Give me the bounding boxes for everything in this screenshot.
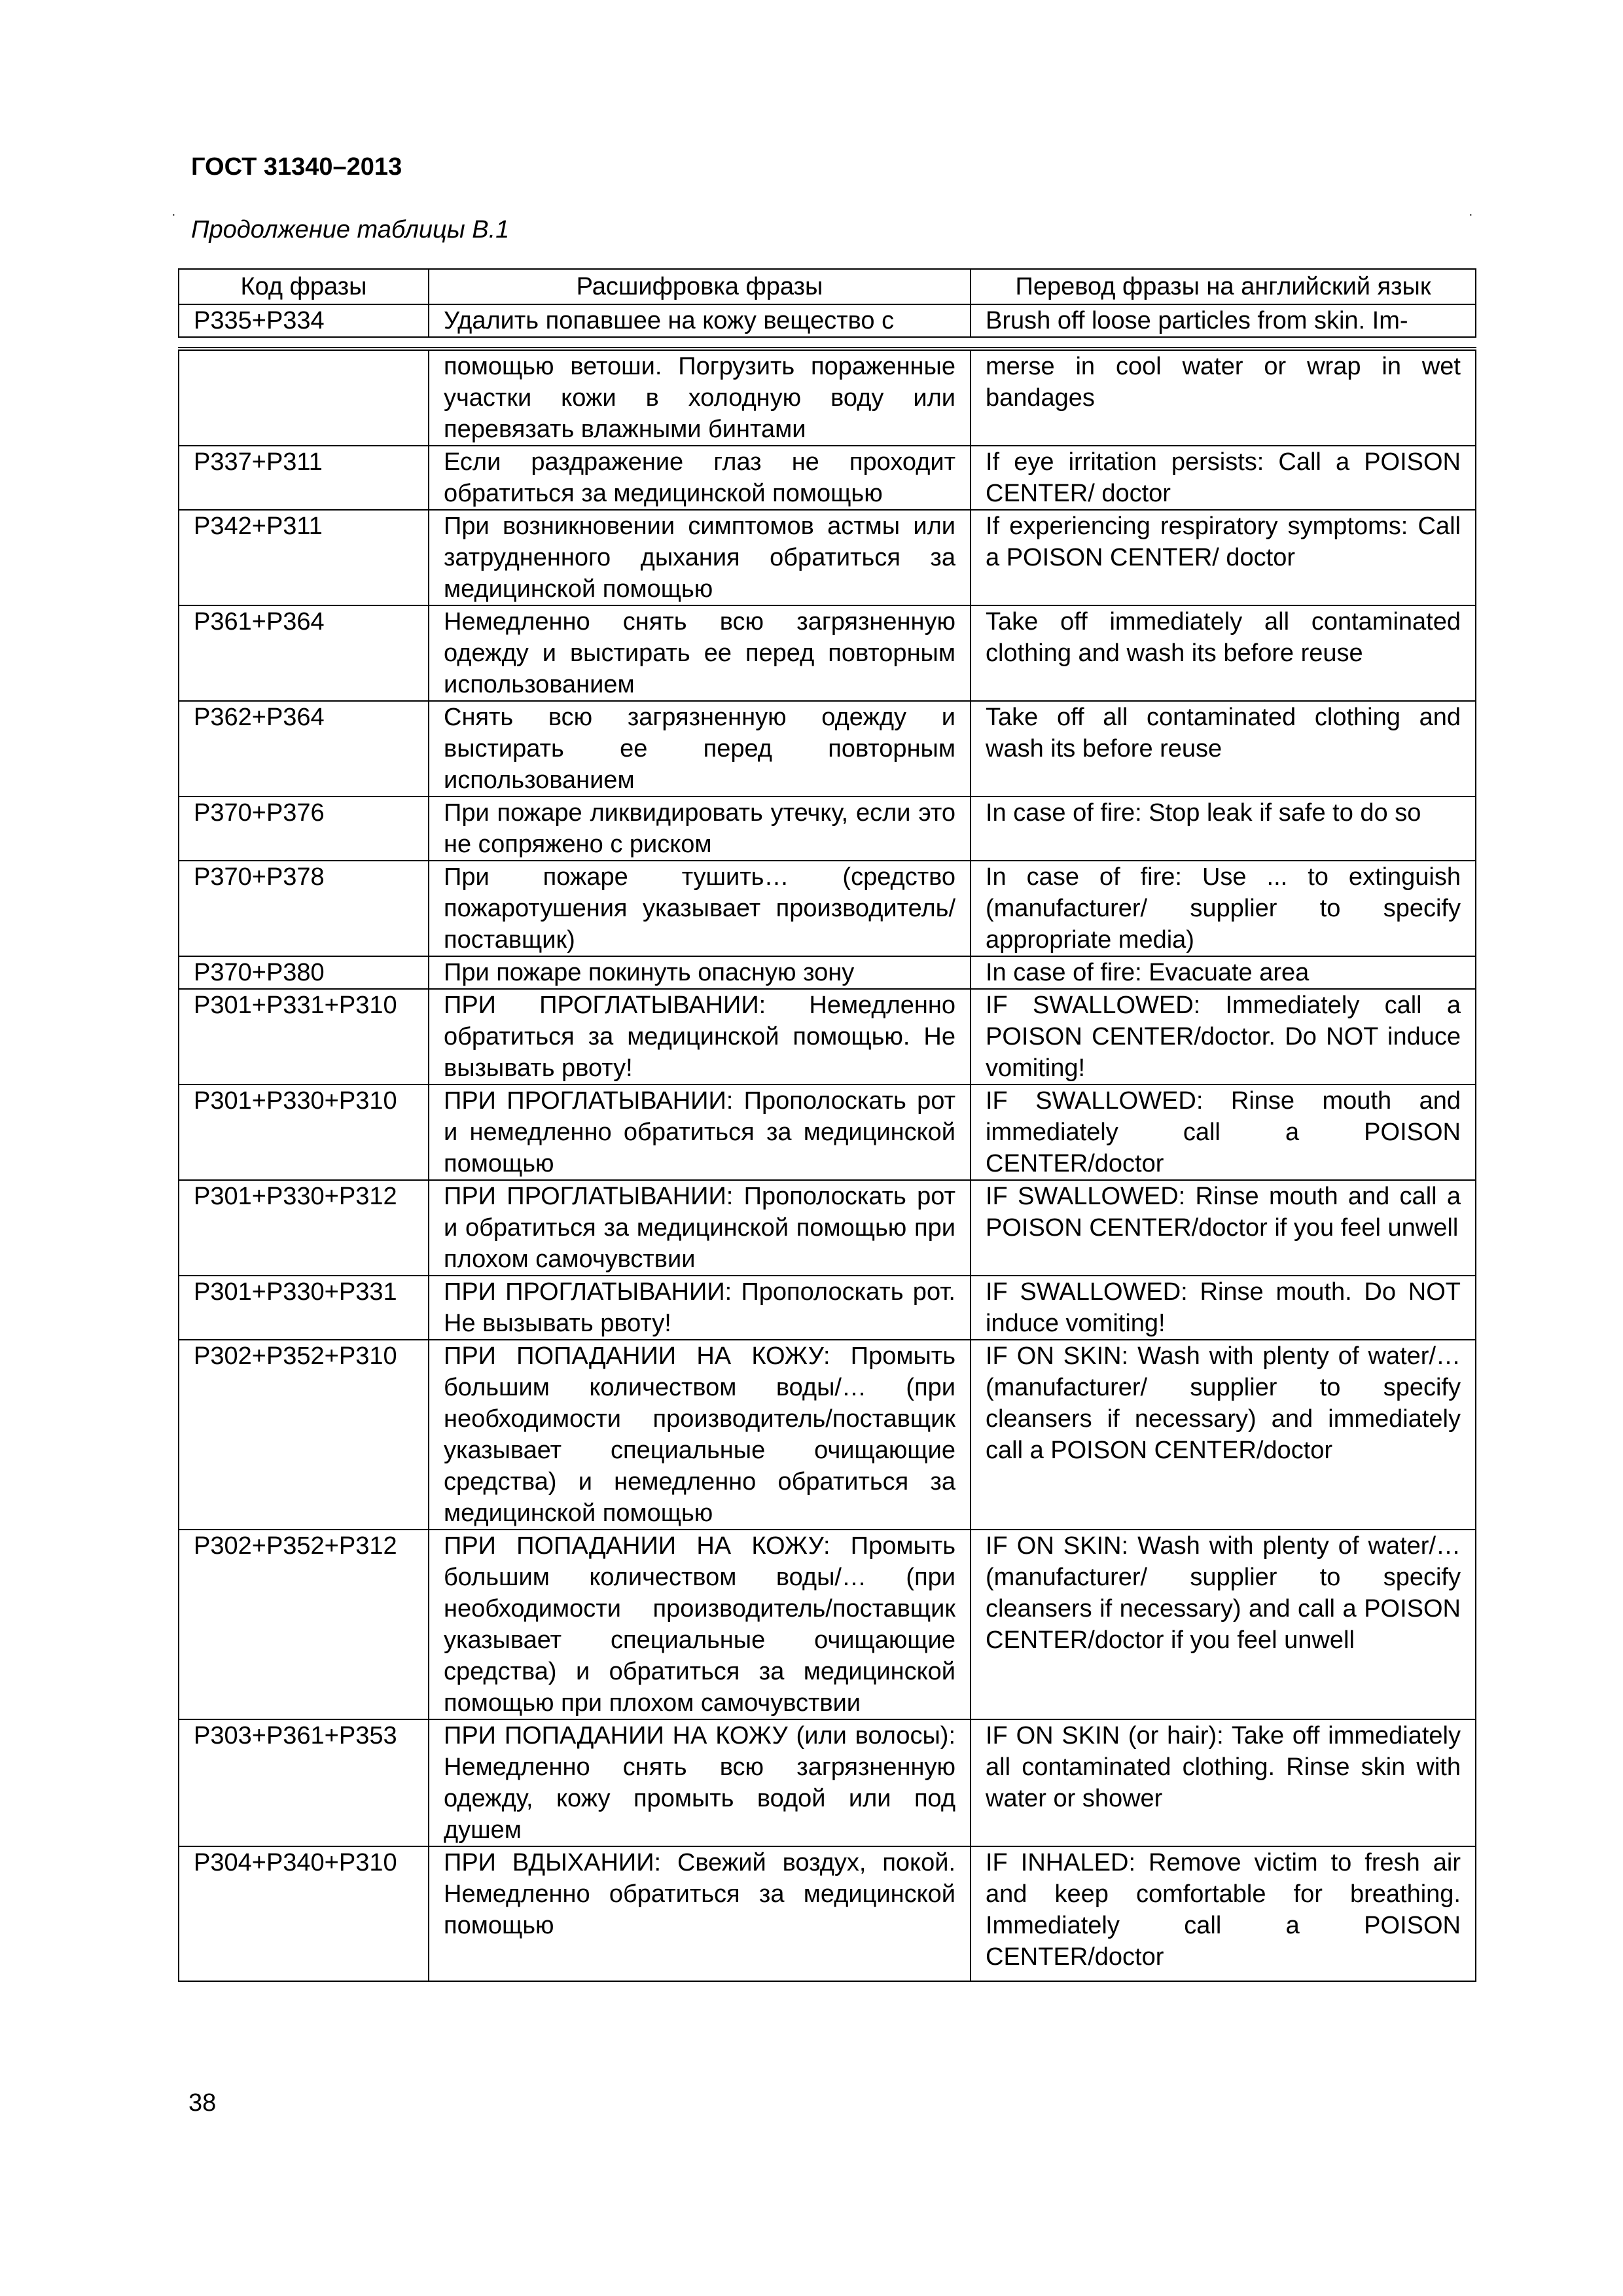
table-header-row [179, 269, 1476, 304]
table-row [179, 1340, 1476, 1530]
table-row [179, 1085, 1476, 1180]
scan-dot: · [1469, 207, 1473, 222]
phrase-en: IF INHALED: Remove victim to fresh air and keep comfortable for breathing. Immediately call a POISON CENTER/doctor [971, 1846, 1476, 1981]
table-row [179, 349, 1476, 446]
phrase-en: IF SWALLOWED: Rinse mouth. Do NOT induce vomiting! [971, 1276, 1476, 1340]
phrase-ru: Если раздражение глаз не проходит обратиться за медицинской помощью [429, 446, 971, 510]
phrase-code: P301+P330+P331 [179, 1276, 429, 1340]
phrase-ru: Удалить попавшее на кожу вещество с [429, 304, 971, 337]
phrase-ru: При возникновении симптомов астмы или затрудненного дыхания обратиться за медицинской помощью [429, 510, 971, 605]
table-row [179, 989, 1476, 1085]
phrase-en: IF SWALLOWED: Rinse mouth and immediately call a POISON CENTER/doctor [971, 1085, 1476, 1180]
column-header-en: Перевод фразы на английский язык [971, 269, 1476, 304]
phrase-en: IF SWALLOWED: Rinse mouth and call a POISON CENTER/doctor if you feel unwell [971, 1180, 1476, 1276]
phrase-code: P304+P340+P310 [179, 1846, 429, 1981]
phrase-code: P301+P330+P312 [179, 1180, 429, 1276]
page-number: 38 [188, 2089, 217, 2117]
phrase-en: Take off immediately all contaminated clothing and wash its before reuse [971, 605, 1476, 701]
phrase-code: P337+P311 [179, 446, 429, 510]
column-header-code: Код фразы [179, 269, 429, 304]
phrase-ru: При пожаре ликвидировать утечку, если это не сопряжено с риском [429, 797, 971, 861]
phrase-ru: ПРИ ПОПАДАНИИ НА КОЖУ: Промыть большим количеством воды/… (при необходимости производитель/поставщик указывает специальные очищающие средства) и немедленно обратиться за медицинской помощью [429, 1340, 971, 1530]
table-row [179, 304, 1476, 337]
scan-dot: · [171, 207, 176, 222]
phrase-en: In case of fire: Use ... to extinguish (manufacturer/ supplier to specify appropriate media) [971, 861, 1476, 956]
phrase-ru: ПРИ ВДЫХАНИИ: Свежий воздух, покой. Немедленно обратиться за медицинской помощью [429, 1846, 971, 1981]
table-row [179, 510, 1476, 605]
phrase-ru: ПРИ ПРОГЛАТЫВАНИИ: Прополоскать рот. Не вызывать рвоту! [429, 1276, 971, 1340]
phrase-ru: При пожаре тушить… (средство пожаротушения указывает производитель/ поставщик) [429, 861, 971, 956]
phrase-code [179, 349, 429, 446]
phrase-ru: Снять всю загрязненную одежду и выстирать ее перед повторным использованием [429, 701, 971, 797]
phrase-code: P302+P352+P312 [179, 1530, 429, 1719]
table-row [179, 605, 1476, 701]
phrase-ru: ПРИ ПРОГЛАТЫВАНИИ: Прополоскать рот и обратиться за медицинской помощью при плохом самочувствии [429, 1180, 971, 1276]
phrase-code: P301+P330+P310 [179, 1085, 429, 1180]
phrase-ru: ПРИ ПОПАДАНИИ НА КОЖУ: Промыть большим количеством воды/… (при необходимости производитель/поставщик указывает специальные очищающие средства) и обратиться за медицинской помощью при плохом самочувствии [429, 1530, 971, 1719]
phrase-en: merse in cool water or wrap in wet bandages [971, 349, 1476, 446]
table-row [179, 1180, 1476, 1276]
phrase-code: P335+P334 [179, 304, 429, 337]
phrase-table [178, 268, 1475, 1982]
phrase-code: P370+P380 [179, 956, 429, 989]
table-row [179, 446, 1476, 510]
phrase-ru: При пожаре покинуть опасную зону [429, 956, 971, 989]
phrase-code: P342+P311 [179, 510, 429, 605]
phrase-ru: помощью ветоши. Погрузить пораженные участки кожи в холодную воду или перевязать влажными бинтами [429, 349, 971, 446]
table-caption: Продолжение таблицы В.1 [191, 216, 510, 243]
phrase-code: P370+P376 [179, 797, 429, 861]
phrase-en: IF ON SKIN (or hair): Take off immediately all contaminated clothing. Rinse skin with water or shower [971, 1719, 1476, 1846]
phrase-en: IF ON SKIN: Wash with plenty of water/… (manufacturer/ supplier to specify cleansers if necessary) and call a POISON CENTER/doctor if you feel unwell [971, 1530, 1476, 1719]
phrase-en: Brush off loose particles from skin. Im- [971, 304, 1476, 337]
table-row [179, 1530, 1476, 1719]
phrase-code: P303+P361+P353 [179, 1719, 429, 1846]
table-row [179, 797, 1476, 861]
table-row [179, 701, 1476, 797]
table-row [179, 1846, 1476, 1981]
phrase-code: P362+P364 [179, 701, 429, 797]
table-row [179, 1719, 1476, 1846]
phrase-en: Take off all contaminated clothing and wash its before reuse [971, 701, 1476, 797]
phrase-en: If experiencing respiratory symptoms: Call a POISON CENTER/ doctor [971, 510, 1476, 605]
phrase-ru: ПРИ ПОПАДАНИИ НА КОЖУ (или волосы): Немедленно снять всю загрязненную одежду, кожу промыть водой или под душем [429, 1719, 971, 1846]
phrase-en: In case of fire: Stop leak if safe to do so [971, 797, 1476, 861]
phrase-code: P302+P352+P310 [179, 1340, 429, 1530]
phrase-ru: ПРИ ПРОГЛАТЫВАНИИ: Немедленно обратиться за медицинской помощью. Не вызывать рвоту! [429, 989, 971, 1085]
document-code: ГОСТ 31340–2013 [191, 153, 402, 181]
phrase-code: P370+P378 [179, 861, 429, 956]
phrase-en: IF ON SKIN: Wash with plenty of water/… (manufacturer/ supplier to specify cleansers if necessary) and immediately call a POISON CENTER/doctor [971, 1340, 1476, 1530]
phrase-en: If eye irritation persists: Call a POISON CENTER/ doctor [971, 446, 1476, 510]
phrase-en: In case of fire: Evacuate area [971, 956, 1476, 989]
column-header-ru: Расшифровка фразы [429, 269, 971, 304]
table-row [179, 1276, 1476, 1340]
table-break [179, 337, 1476, 349]
table-row [179, 956, 1476, 989]
phrase-code: P301+P331+P310 [179, 989, 429, 1085]
phrase-code: P361+P364 [179, 605, 429, 701]
table-row [179, 861, 1476, 956]
phrase-ru: ПРИ ПРОГЛАТЫВАНИИ: Прополоскать рот и немедленно обратиться за медицинской помощью [429, 1085, 971, 1180]
phrase-ru: Немедленно снять всю загрязненную одежду и выстирать ее перед повторным использованием [429, 605, 971, 701]
phrase-en: IF SWALLOWED: Immediately call a POISON CENTER/doctor. Do NOT induce vomiting! [971, 989, 1476, 1085]
